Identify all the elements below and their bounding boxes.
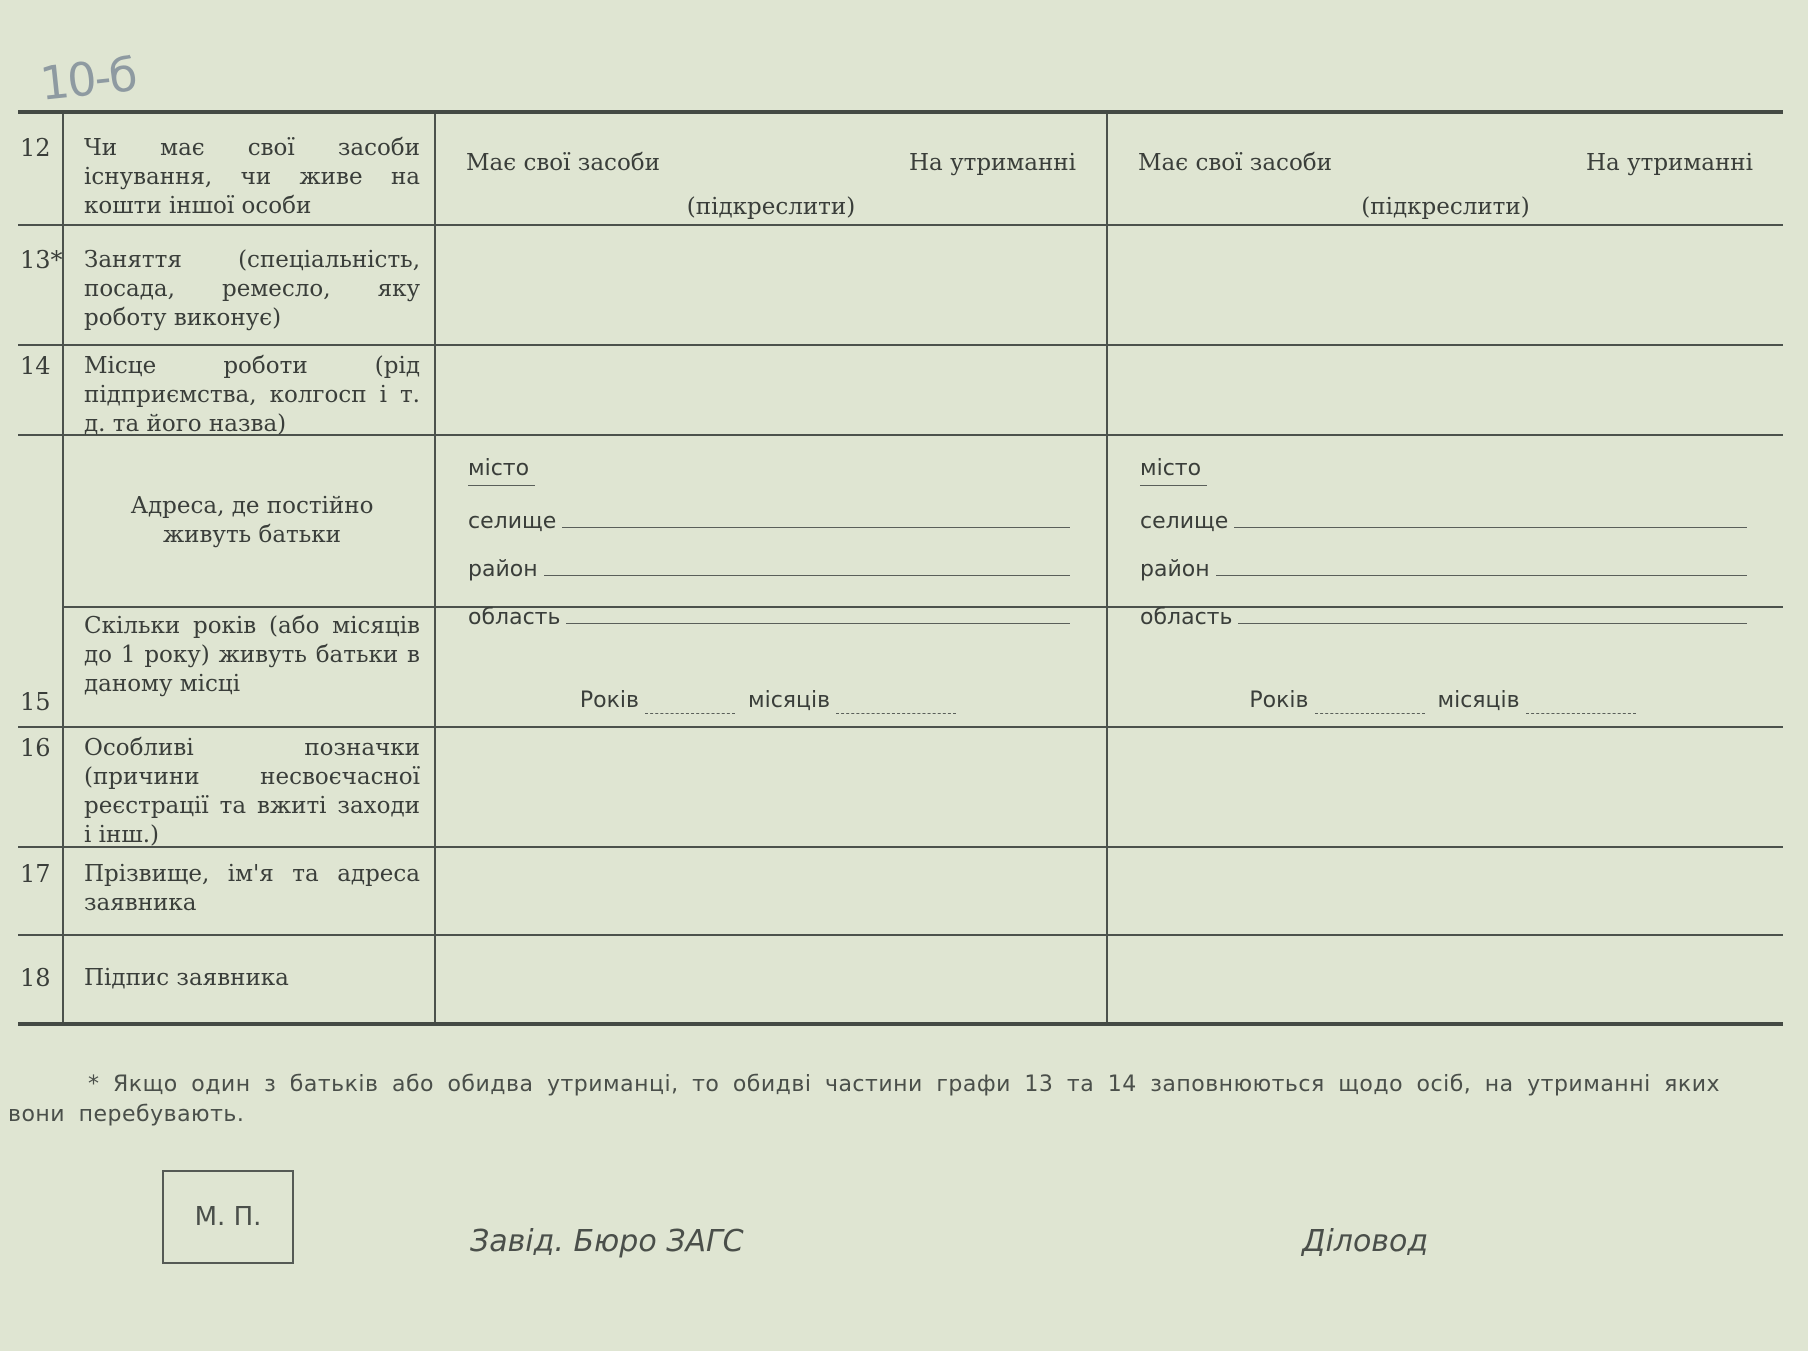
row-12-right-cell[interactable]: [1108, 114, 1783, 224]
row-14-right-field[interactable]: [1108, 346, 1783, 434]
district-label: район: [1140, 557, 1210, 582]
row-label: Місце роботи (рід підприємства, колгосп і т. д. та його назва): [64, 346, 436, 434]
years-label: Скільки років (або місяців до 1 року) живуть батьки в даному місці: [64, 608, 436, 726]
row-14: [18, 346, 1783, 436]
row-12: [18, 114, 1783, 226]
row-13: [18, 226, 1783, 346]
registration-form-table: [18, 110, 1783, 1026]
row-number: 12: [18, 114, 64, 224]
row-15: [18, 436, 1783, 728]
row-17: [18, 848, 1783, 936]
signature-clerk: Діловод: [1302, 1224, 1429, 1259]
region-label: область: [468, 605, 561, 630]
row-18: [18, 936, 1783, 1022]
handwritten-note: 10-б: [37, 47, 139, 111]
years-text: Років: [579, 688, 639, 713]
row-number: 18: [18, 936, 64, 1022]
row-16-right-field[interactable]: [1108, 728, 1783, 846]
row-label: Особливі позначки (причини несвоєчасної реєстрації та вжиті заходи і інш.): [64, 728, 436, 846]
option-own-means[interactable]: Має свої засоби: [1138, 150, 1332, 176]
row-15-address: [64, 436, 1783, 630]
stamp-text: М. П.: [194, 1202, 262, 1232]
row-12-left-cell[interactable]: [436, 114, 1108, 224]
village-label: селище: [468, 509, 557, 534]
row-17-left-field[interactable]: [436, 848, 1108, 934]
signature-head: Завід. Бюро ЗАГС: [470, 1224, 744, 1259]
row-number: 16: [18, 728, 64, 846]
row-15-years: [64, 606, 1783, 726]
row-18-left-field[interactable]: [436, 936, 1108, 1022]
years-field[interactable]: [645, 688, 735, 714]
row-16: [18, 728, 1783, 848]
underline-hint: (підкреслити): [686, 194, 856, 220]
row-label: Заняття (спеціальність, посада, ремесло, яку роботу виконує): [64, 226, 436, 344]
underline-hint: (підкреслити): [1361, 194, 1530, 220]
years-right-cell: [1108, 608, 1783, 726]
row-number: 15: [18, 436, 64, 726]
years-text: Років: [1249, 688, 1309, 713]
months-field[interactable]: [836, 688, 956, 714]
row-label: Підпис заявника: [64, 936, 436, 1022]
option-own-means[interactable]: Має свої засоби: [466, 150, 660, 176]
option-dependent[interactable]: На утриманні: [908, 150, 1076, 176]
city-label: місто: [1140, 456, 1207, 486]
months-text: місяців: [1437, 688, 1520, 713]
village-label: селище: [1140, 509, 1229, 534]
option-dependent[interactable]: На утриманні: [1585, 150, 1753, 176]
village-field[interactable]: [1234, 527, 1747, 528]
stamp-box: [162, 1170, 294, 1264]
months-field[interactable]: [1526, 688, 1636, 714]
row-18-right-field[interactable]: [1108, 936, 1783, 1022]
footnote: * Якщо один з батьків або обидва утриманці, то обидві частини графи 13 та 14 заповнюються щодо осіб, на утриманні яких вони перебувають.: [8, 1072, 1721, 1127]
address-left-cell: [436, 436, 1108, 630]
district-label: район: [468, 557, 538, 582]
village-field[interactable]: [562, 527, 1070, 528]
row-16-left-field[interactable]: [436, 728, 1108, 846]
row-14-left-field[interactable]: [436, 346, 1108, 434]
address-right-cell: [1108, 436, 1783, 630]
row-13-left-field[interactable]: [436, 226, 1108, 344]
row-number: 13*: [18, 226, 64, 344]
row-number: 14: [18, 346, 64, 434]
row-13-right-field[interactable]: [1108, 226, 1783, 344]
row-label: Прізвище, ім'я та адреса заявника: [64, 848, 436, 934]
years-left-cell: [436, 608, 1108, 726]
row-17-right-field[interactable]: [1108, 848, 1783, 934]
district-field[interactable]: [544, 575, 1070, 576]
address-label: Адреса, де постійно живуть батьки: [64, 436, 436, 606]
district-field[interactable]: [1216, 575, 1747, 576]
city-label: місто: [468, 456, 535, 486]
months-text: місяців: [748, 688, 831, 713]
row-number: 17: [18, 848, 64, 934]
row-label: Чи має свої засоби існування, чи живе на кошти іншої особи: [64, 114, 436, 224]
years-field[interactable]: [1315, 688, 1425, 714]
region-label: область: [1140, 605, 1233, 630]
